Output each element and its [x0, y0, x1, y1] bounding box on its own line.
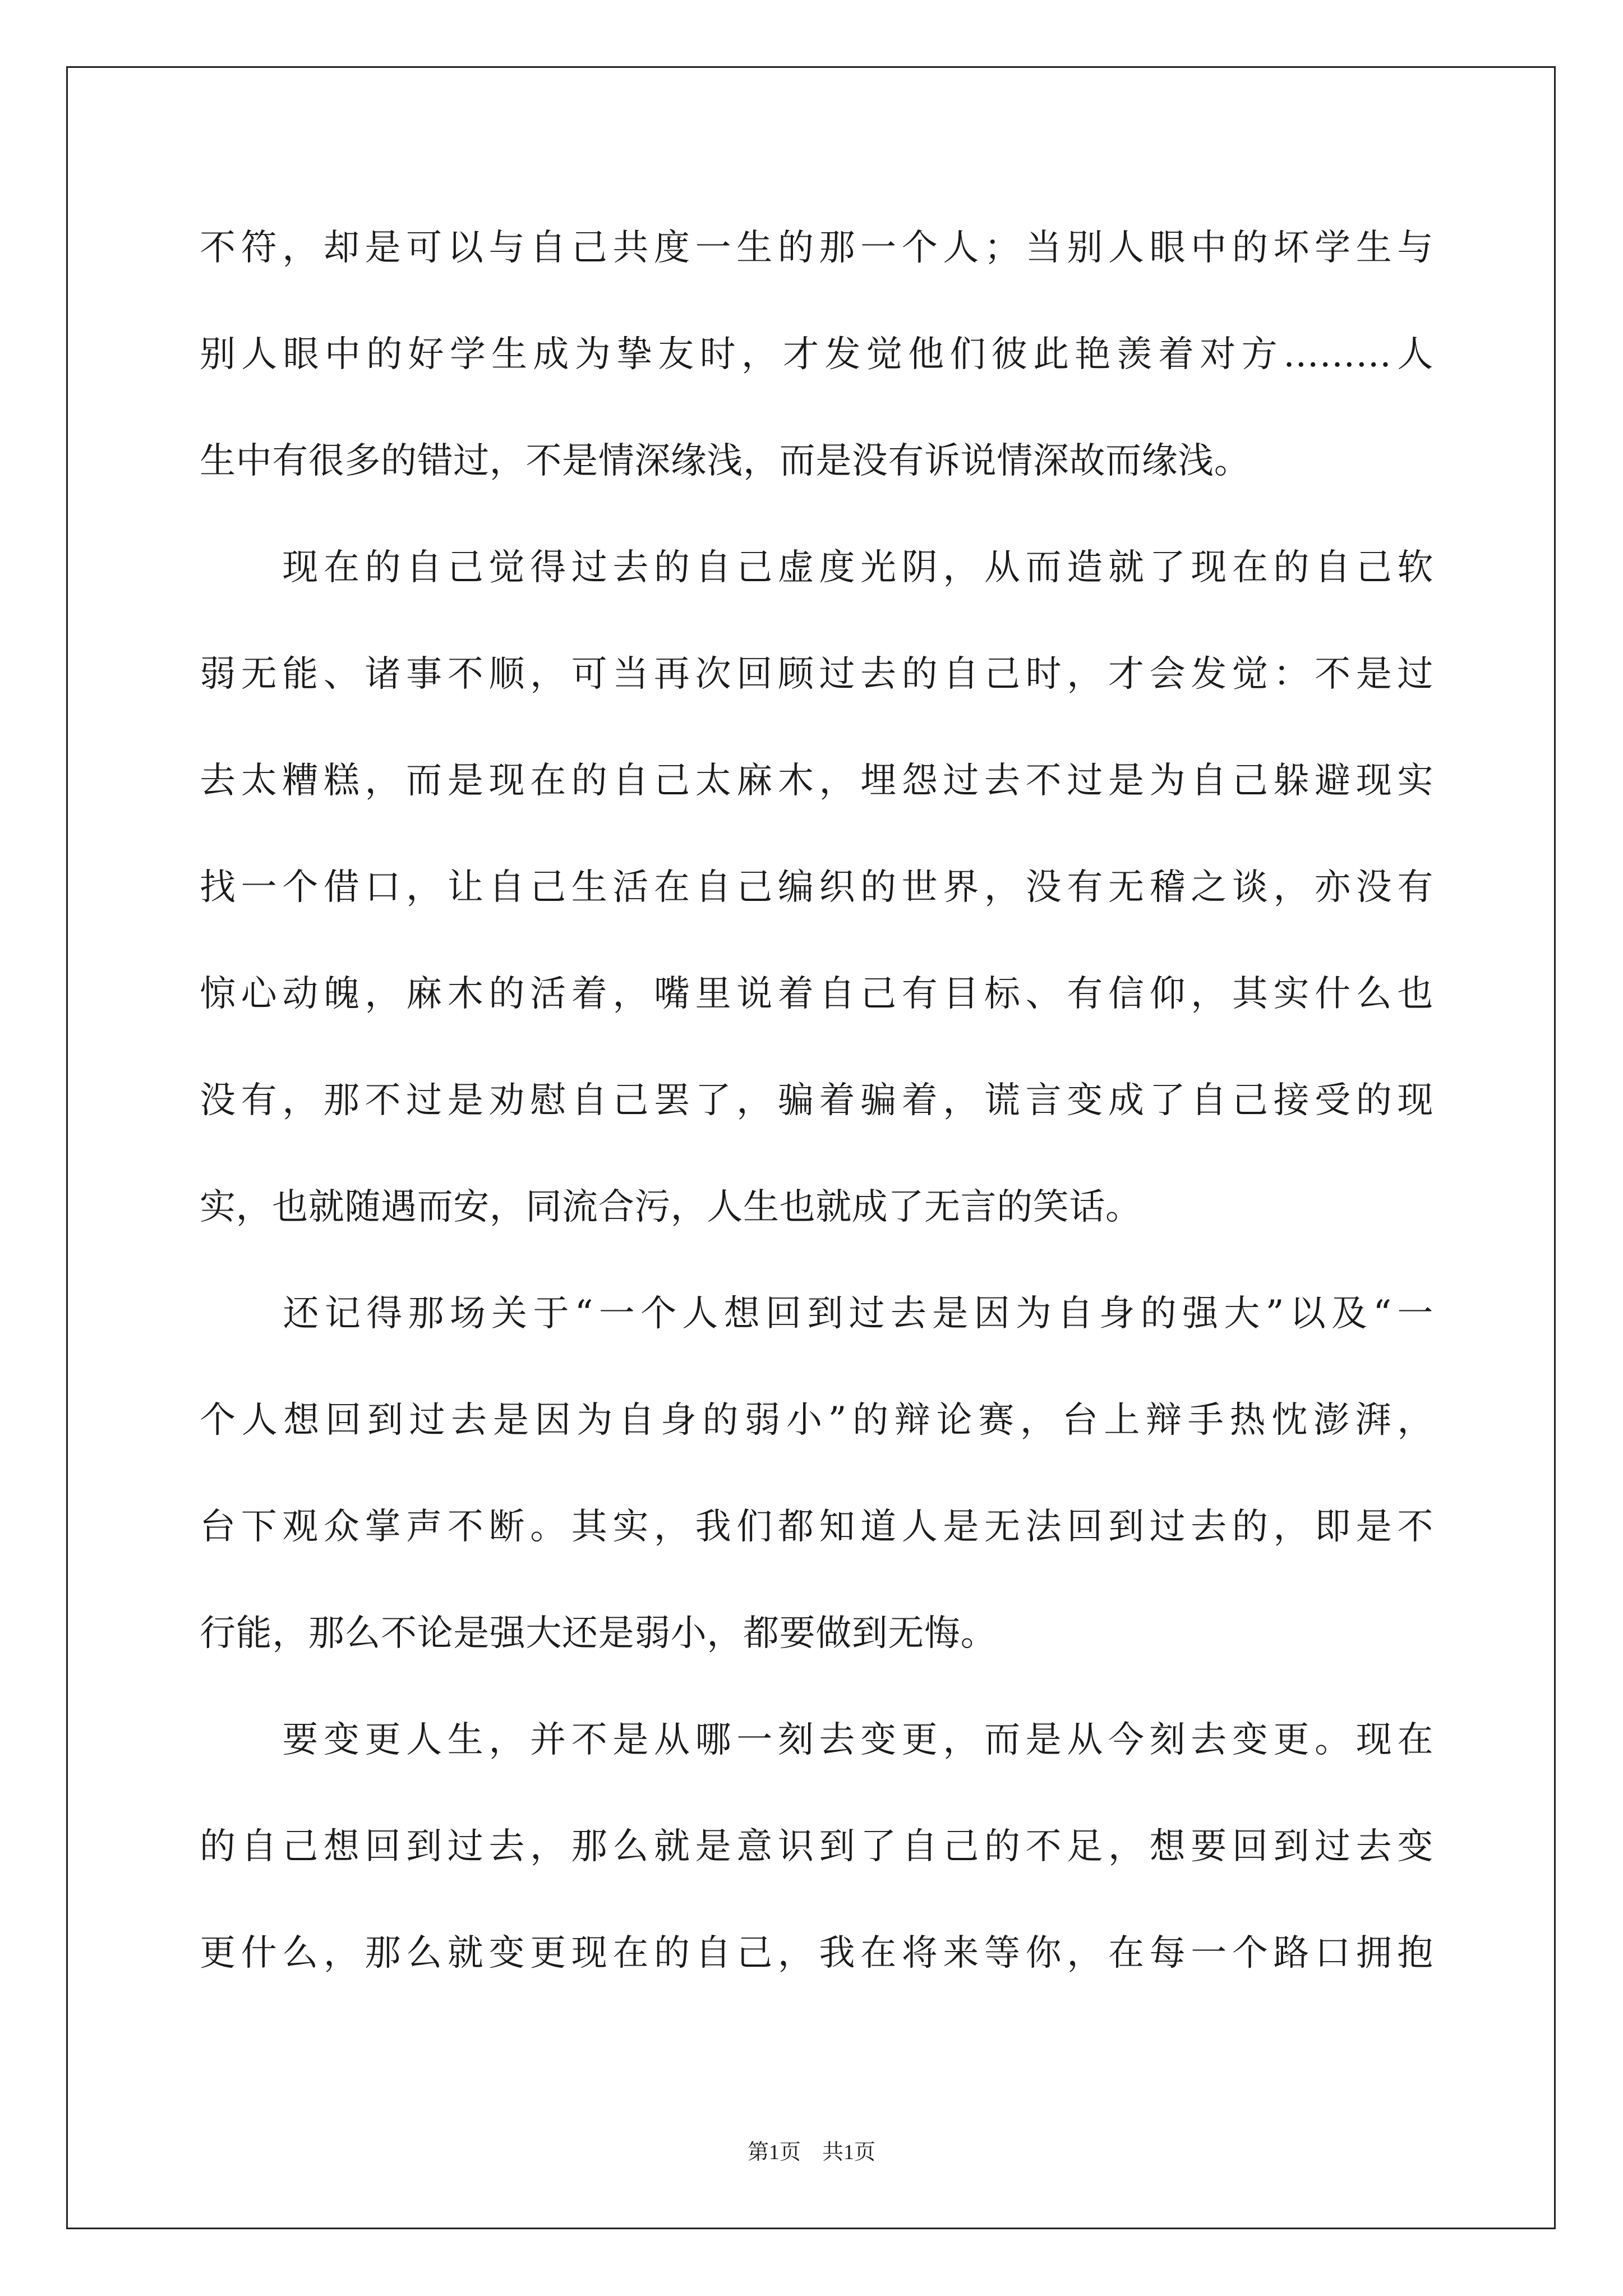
text-line: 惊心动魄，麻木的活着，嘴里说着自己有目标、有信仰，其实什么也 — [200, 973, 1433, 1015]
text-line: 没有，那不过是劝慰自己罢了，骗着骗着，谎言变成了自己接受的现 — [200, 1080, 1433, 1121]
text-line: 别人眼中的好学生成为挚友时，才发觉他们彼此艳羡着对方………人 — [200, 334, 1433, 375]
text-line: 去太糟糕，而是现在的自己太麻木，埋怨过去不过是为自己躲避现实 — [200, 760, 1433, 802]
text-line: 还记得那场关于“一个人想回到过去是因为自身的强大”以及“一 — [200, 1293, 1433, 1335]
text-line: 更什么，那么就变更现在的自己，我在将来等你，在每一个路口拥抱 — [200, 1932, 1433, 1974]
text-line: 生中有很多的错过，不是情深缘浅，而是没有诉说情深故而缘浅。 — [200, 440, 1251, 482]
text-line: 不符，却是可以与自己共度一生的那一个人；当别人眼中的坏学生与 — [200, 227, 1433, 269]
text-line: 行能，那么不论是强大还是弱小，都要做到无悔。 — [200, 1613, 997, 1654]
page-number-footer: 第1页 共1页 — [747, 2141, 875, 2164]
text-line: 要变更人生，并不是从哪一刻去变更，而是从今刻去变更。现在 — [200, 1719, 1433, 1761]
text-line: 个人想回到过去是因为自身的弱小”的辩论赛，台上辩手热忱澎湃， — [200, 1400, 1433, 1441]
text-line: 实，也就随遇而安，同流合污，人生也就成了无言的笑话。 — [200, 1186, 1142, 1228]
text-line: 找一个借口，让自己生活在自己编织的世界，没有无稽之谈，亦没有 — [200, 867, 1433, 908]
text-line: 台下观众掌声不断。其实，我们都知道人是无法回到过去的，即是不 — [200, 1506, 1433, 1548]
page-border — [66, 66, 1556, 2229]
text-line: 现在的自己觉得过去的自己虚度光阴，从而造就了现在的自己软 — [200, 547, 1433, 588]
text-line: 的自己想回到过去，那么就是意识到了自己的不足，想要回到过去变 — [200, 1826, 1433, 1867]
text-line: 弱无能、诸事不顺，可当再次回顾过去的自己时，才会发觉：不是过 — [200, 654, 1433, 695]
